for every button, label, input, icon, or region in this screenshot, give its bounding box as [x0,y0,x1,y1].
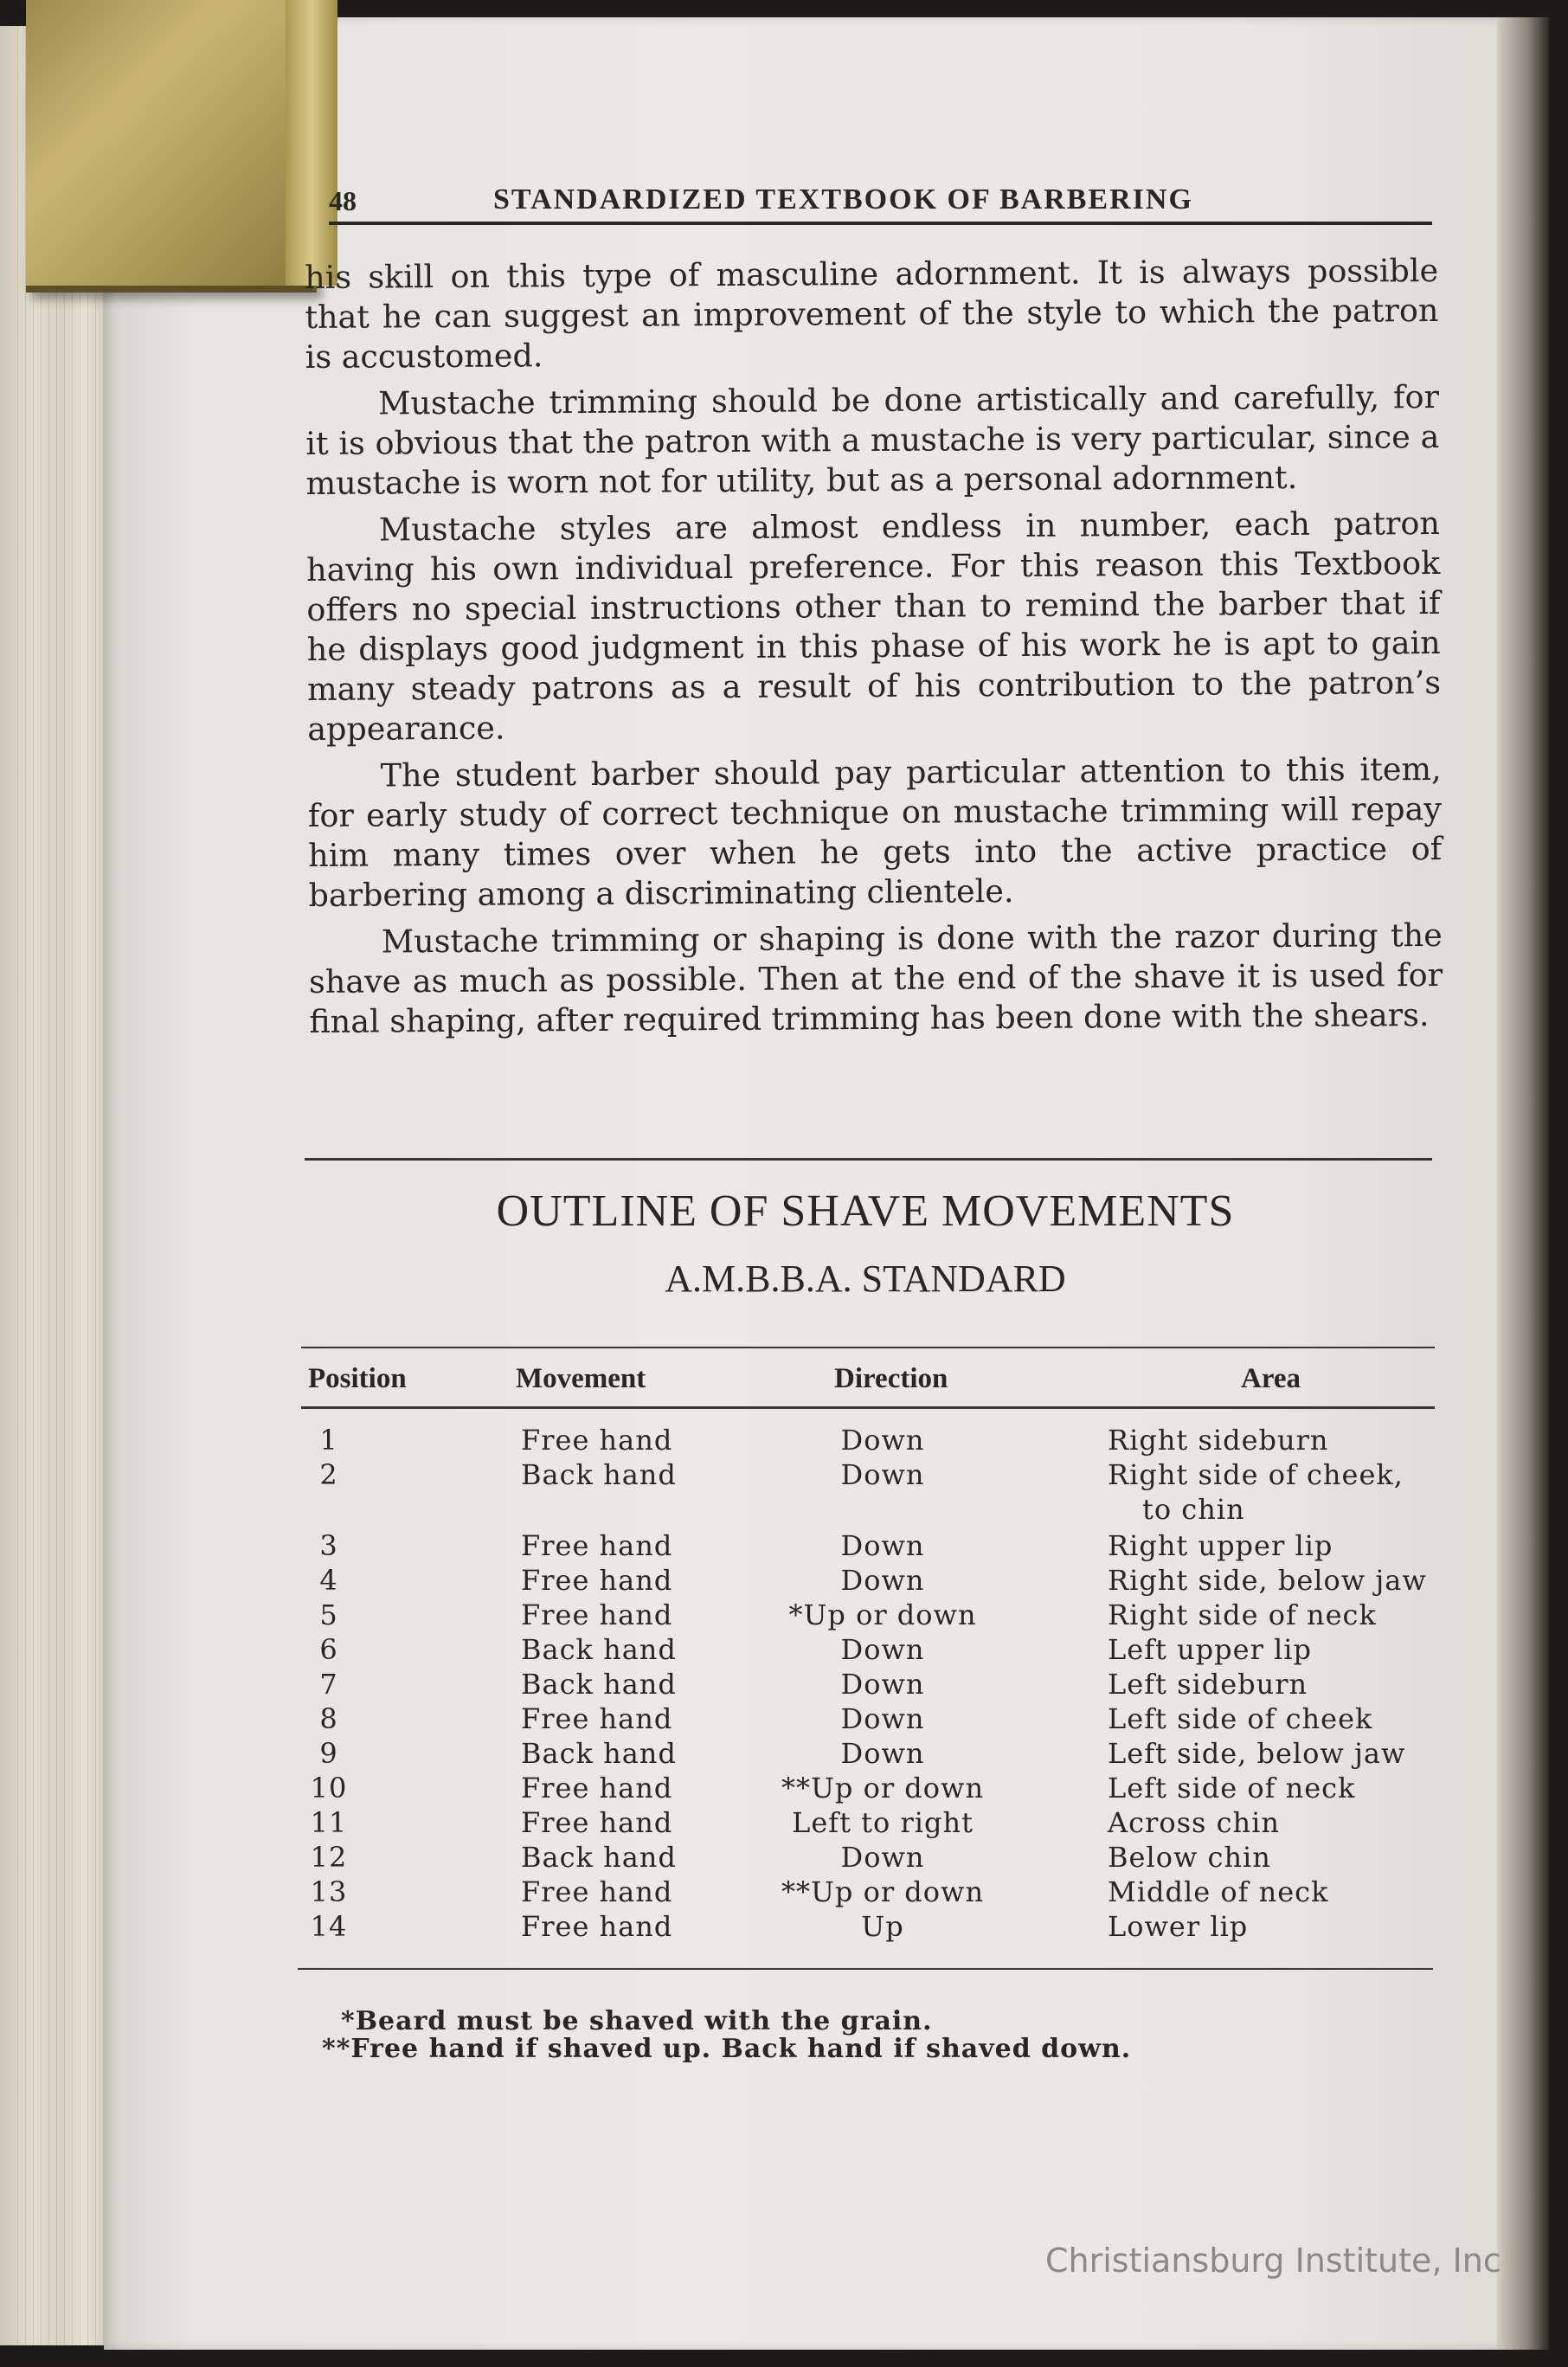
cell-direction: Up [861,1910,904,1943]
table-row [294,1910,1445,1946]
bookmark-tab [26,0,317,293]
cell-area: Right sideburn [1108,1424,1329,1457]
cell-area: Left side of neck [1108,1772,1356,1804]
cell-direction: Down [840,1529,925,1562]
cell-movement: Free hand [521,1529,673,1562]
cell-position: 14 [310,1910,348,1943]
cell-area: Left side, below jaw [1108,1737,1406,1770]
cell-area-continued: to chin [1142,1493,1245,1526]
page-right-shadow [1497,17,1549,2350]
cell-direction: Down [840,1668,925,1701]
table-row [294,1668,1445,1704]
header-position: Position [308,1363,407,1394]
paragraph: his skill on this type of masculine adornment. It is always possible that he can suggest an improvement of the style to which the patron is accustomed. [305,251,1439,376]
table-bottom-rule [298,1968,1433,1970]
cell-direction: Down [840,1458,925,1491]
footnote: **Free hand if shaved up. Back hand if shaved down. [322,2034,1132,2064]
cell-movement: Free hand [521,1910,673,1943]
table-row [294,1737,1445,1773]
outline-subtitle: A.M.B.B.A. STANDARD [665,1257,1066,1300]
footnote: *Beard must be shaved with the grain. [341,2006,933,2036]
table-row [294,1564,1445,1600]
table-row [294,1875,1445,1912]
table-row [294,1806,1445,1843]
cell-movement: Free hand [521,1702,673,1735]
cell-direction: Down [840,1564,925,1597]
cell-position: 4 [319,1564,338,1597]
cell-direction: **Up or down [781,1875,985,1908]
cell-area: Left side of cheek [1108,1702,1373,1735]
paragraph: Mustache styles are almost endless in number, each patron having his own individual preference. For this reason this Textbook offers no special instructions other than to remind the barber that if he displays good judgment in this phase of his work he is apt to gain many steady patrons as a result of his contribution to the patron’s appearance. [306,504,1442,748]
cell-position: 9 [319,1737,338,1770]
page-edge-lines [17,26,104,2345]
section-divider [305,1158,1432,1161]
paragraph: Mustache trimming or shaping is done with the razor during the shave as much as possible. Then at the end of the shave it is used for final shaping, after required trimming has been done with the shears. [308,916,1443,1040]
cell-area: Across chin [1108,1806,1280,1839]
cell-movement: Back hand [521,1841,677,1874]
cell-area: Middle of neck [1108,1875,1329,1908]
table-header-rule [301,1406,1435,1409]
cell-direction: *Up or down [788,1598,977,1631]
cell-area: Left upper lip [1108,1633,1312,1666]
table-row [294,1772,1445,1808]
cell-area: Right upper lip [1108,1529,1333,1562]
cell-direction: Down [840,1702,925,1735]
cell-movement: Free hand [521,1772,673,1804]
running-header [329,182,1432,225]
cell-direction: Down [840,1633,925,1666]
cell-movement: Free hand [521,1875,673,1908]
body-text [305,251,1443,1049]
cell-position: 6 [319,1633,338,1666]
table-row [294,1424,1445,1460]
cell-position: 3 [319,1529,338,1562]
cell-direction: Down [840,1737,925,1770]
cell-movement: Free hand [521,1806,673,1839]
bookmark-fold [286,0,337,286]
cell-position: 13 [310,1875,348,1908]
cell-movement: Free hand [521,1598,673,1631]
paragraph: Mustache trimming should be done artistically and carefully, for it is obvious that the patron with a mustache is very particular, since a mustache is worn not for utility, but as a personal adornment. [305,377,1440,502]
cell-position: 12 [310,1841,348,1874]
cell-movement: Back hand [521,1458,677,1491]
cell-movement: Free hand [521,1424,673,1457]
cell-area: Below chin [1108,1841,1271,1874]
header-direction: Direction [834,1363,948,1394]
cell-position: 10 [310,1772,348,1804]
cell-movement: Back hand [521,1633,677,1666]
table-row [294,1702,1445,1739]
cell-direction: Down [840,1841,925,1874]
cell-area: Left sideburn [1108,1668,1308,1701]
table-row [294,1841,1445,1877]
table-top-rule [301,1347,1435,1348]
cell-position: 2 [319,1458,338,1491]
running-title: STANDARDIZED TEXTBOOK OF BARBERING [493,183,1193,215]
table-row [294,1598,1445,1635]
cell-position: 8 [319,1702,338,1735]
cell-direction: **Up or down [781,1772,985,1804]
cell-area: Right side of cheek, [1108,1458,1404,1491]
cell-area: Lower lip [1108,1910,1249,1943]
header-area: Area [1241,1363,1301,1394]
cell-position: 11 [310,1806,348,1839]
cell-area: Right side, below jaw [1108,1564,1427,1597]
header-movement: Movement [516,1363,646,1394]
paragraph: The student barber should pay particular attention to this item, for early study of correct technique on mustache trimming will repay him many times over when he gets into the active practice of barbering among a discriminating clientele. [307,749,1443,914]
cell-position: 5 [319,1598,338,1631]
table-row [294,1458,1445,1529]
cell-direction: Down [840,1424,925,1457]
cell-position: 1 [319,1424,338,1457]
cell-position: 7 [319,1668,338,1701]
watermark: Christiansburg Institute, Inc [1045,2242,1501,2280]
cell-movement: Back hand [521,1737,677,1770]
cell-direction: Left to right [792,1806,974,1839]
cell-movement: Back hand [521,1668,677,1701]
page-number: 48 [329,185,357,216]
cell-area: Right side of neck [1108,1598,1377,1631]
table-row [294,1529,1445,1566]
footnotes [322,2008,1131,2063]
cell-movement: Free hand [521,1564,673,1597]
table-row [294,1633,1445,1669]
outline-title: OUTLINE OF SHAVE MOVEMENTS [496,1187,1235,1236]
